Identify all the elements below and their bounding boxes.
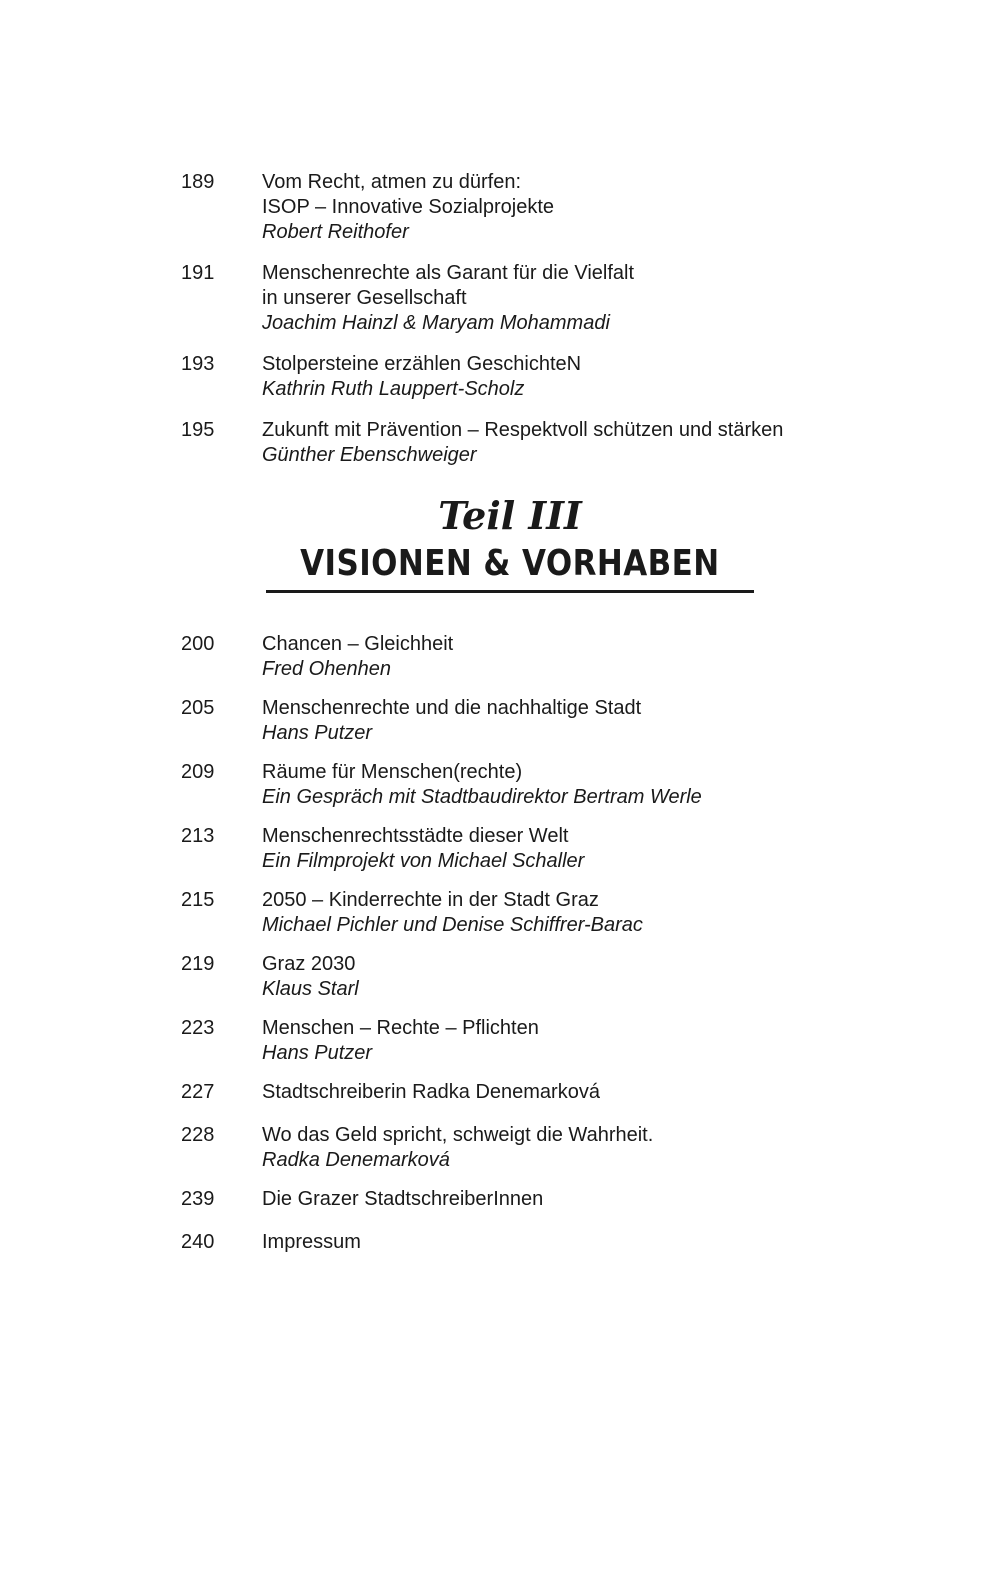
toc-part-2-list [0, 170, 1000, 484]
toc-entry-title: 2050 – Kinderrechte in der Stadt Graz [262, 889, 599, 911]
toc-entry-title: Menschenrechte und die nachhaltige Stadt [262, 697, 642, 719]
toc-entry-author: Ein Filmprojekt von Michael Schaller [262, 850, 585, 872]
toc-entry-text [262, 696, 922, 746]
toc-entry [0, 1230, 1000, 1255]
toc-part-3-list [0, 632, 1000, 1273]
toc-entry [0, 261, 1000, 336]
toc-entry [0, 1123, 1000, 1173]
toc-page-number: 195 [181, 419, 215, 441]
toc-entry-title: Graz 2030 [262, 953, 356, 975]
toc-entry-author: Michael Pichler und Denise Schiffrer-Barac [262, 914, 643, 936]
toc-entry-title: Impressum [262, 1231, 361, 1253]
toc-entry-text [262, 418, 922, 468]
toc-entry-title: Wo das Geld spricht, schweigt die Wahrheit. [262, 1124, 654, 1146]
toc-entry [0, 888, 1000, 938]
toc-entry-text [262, 760, 922, 810]
toc-page-number: 228 [181, 1124, 215, 1146]
toc-entry-title: Räume für Menschen(rechte) [262, 761, 523, 783]
toc-entry-text [262, 1230, 922, 1255]
toc-entry-title: Menschen – Rechte – Pflichten [262, 1017, 539, 1039]
toc-entry-author: Hans Putzer [262, 722, 373, 744]
toc-entry [0, 952, 1000, 1002]
toc-page-number: 213 [181, 825, 215, 847]
toc-entry-author: Klaus Starl [262, 978, 359, 1000]
toc-entry-text [262, 888, 922, 938]
toc-entry-author: Radka Denemarková [262, 1149, 450, 1171]
toc-page-number: 215 [181, 889, 215, 911]
toc-page-number: 205 [181, 697, 215, 719]
section-title-underline [266, 542, 754, 593]
section-title: VISIONEN & VORHABEN [300, 543, 720, 584]
toc-entry-author: Günther Ebenschweiger [262, 444, 477, 466]
toc-entry-author: Kathrin Ruth Lauppert-Scholz [262, 378, 525, 400]
toc-entry-text [262, 1080, 922, 1105]
toc-entry-title: Chancen – Gleichheit [262, 633, 454, 655]
toc-entry-title: Zukunft mit Prävention – Respektvoll schützen und stärken [262, 419, 784, 441]
toc-entry [0, 632, 1000, 682]
toc-entry-author: Fred Ohenhen [262, 658, 391, 680]
toc-entry-title: Stadtschreiberin Radka Denemarková [262, 1081, 600, 1103]
toc-page-number: 189 [181, 171, 215, 193]
toc-page-number: 200 [181, 633, 215, 655]
toc-entry-text [262, 632, 922, 682]
toc-entry [0, 352, 1000, 402]
toc-page-number: 191 [181, 262, 215, 284]
toc-page-number: 240 [181, 1231, 215, 1253]
toc-entry-text [262, 1016, 922, 1066]
toc-entry-text [262, 1187, 922, 1212]
toc-entry-text [262, 1123, 922, 1173]
toc-entry-author: Ein Gespräch mit Stadtbaudirektor Bertram Werle [262, 786, 702, 808]
toc-entry [0, 696, 1000, 746]
toc-entry [0, 760, 1000, 810]
toc-entry-text [262, 824, 922, 874]
toc-entry [0, 418, 1000, 468]
toc-entry-text [262, 170, 922, 245]
toc-page-number: 219 [181, 953, 215, 975]
toc-entry [0, 824, 1000, 874]
toc-entry-title: in unserer Gesellschaft [262, 287, 467, 309]
toc-page-number: 193 [181, 353, 215, 375]
toc-entry-text [262, 261, 922, 336]
toc-entry-author: Joachim Hainzl & Maryam Mohammadi [262, 312, 610, 334]
toc-entry [0, 1016, 1000, 1066]
toc-entry-text [262, 952, 922, 1002]
toc-page-number: 239 [181, 1188, 215, 1210]
toc-entry-title: Stolpersteine erzählen GeschichteN [262, 353, 582, 375]
toc-entry-title: Die Grazer StadtschreiberInnen [262, 1188, 544, 1210]
toc-page-number: 209 [181, 761, 215, 783]
toc-page-number: 223 [181, 1017, 215, 1039]
toc-entry-title: ISOP – Innovative Sozialprojekte [262, 196, 555, 218]
section-heading [0, 492, 1000, 593]
toc-entry-author: Hans Putzer [262, 1042, 373, 1064]
part-label: Teil III [438, 493, 582, 538]
toc-entry-author: Robert Reithofer [262, 221, 409, 243]
toc-entry-text [262, 352, 922, 402]
toc-entry [0, 1187, 1000, 1212]
toc-entry-title: Menschenrechte als Garant für die Vielfalt [262, 262, 635, 284]
toc-entry [0, 170, 1000, 245]
toc-page-number: 227 [181, 1081, 215, 1103]
toc-entry [0, 1080, 1000, 1105]
toc-entry-title: Menschenrechtsstädte dieser Welt [262, 825, 569, 847]
toc-entry-title: Vom Recht, atmen zu dürfen: [262, 171, 522, 193]
